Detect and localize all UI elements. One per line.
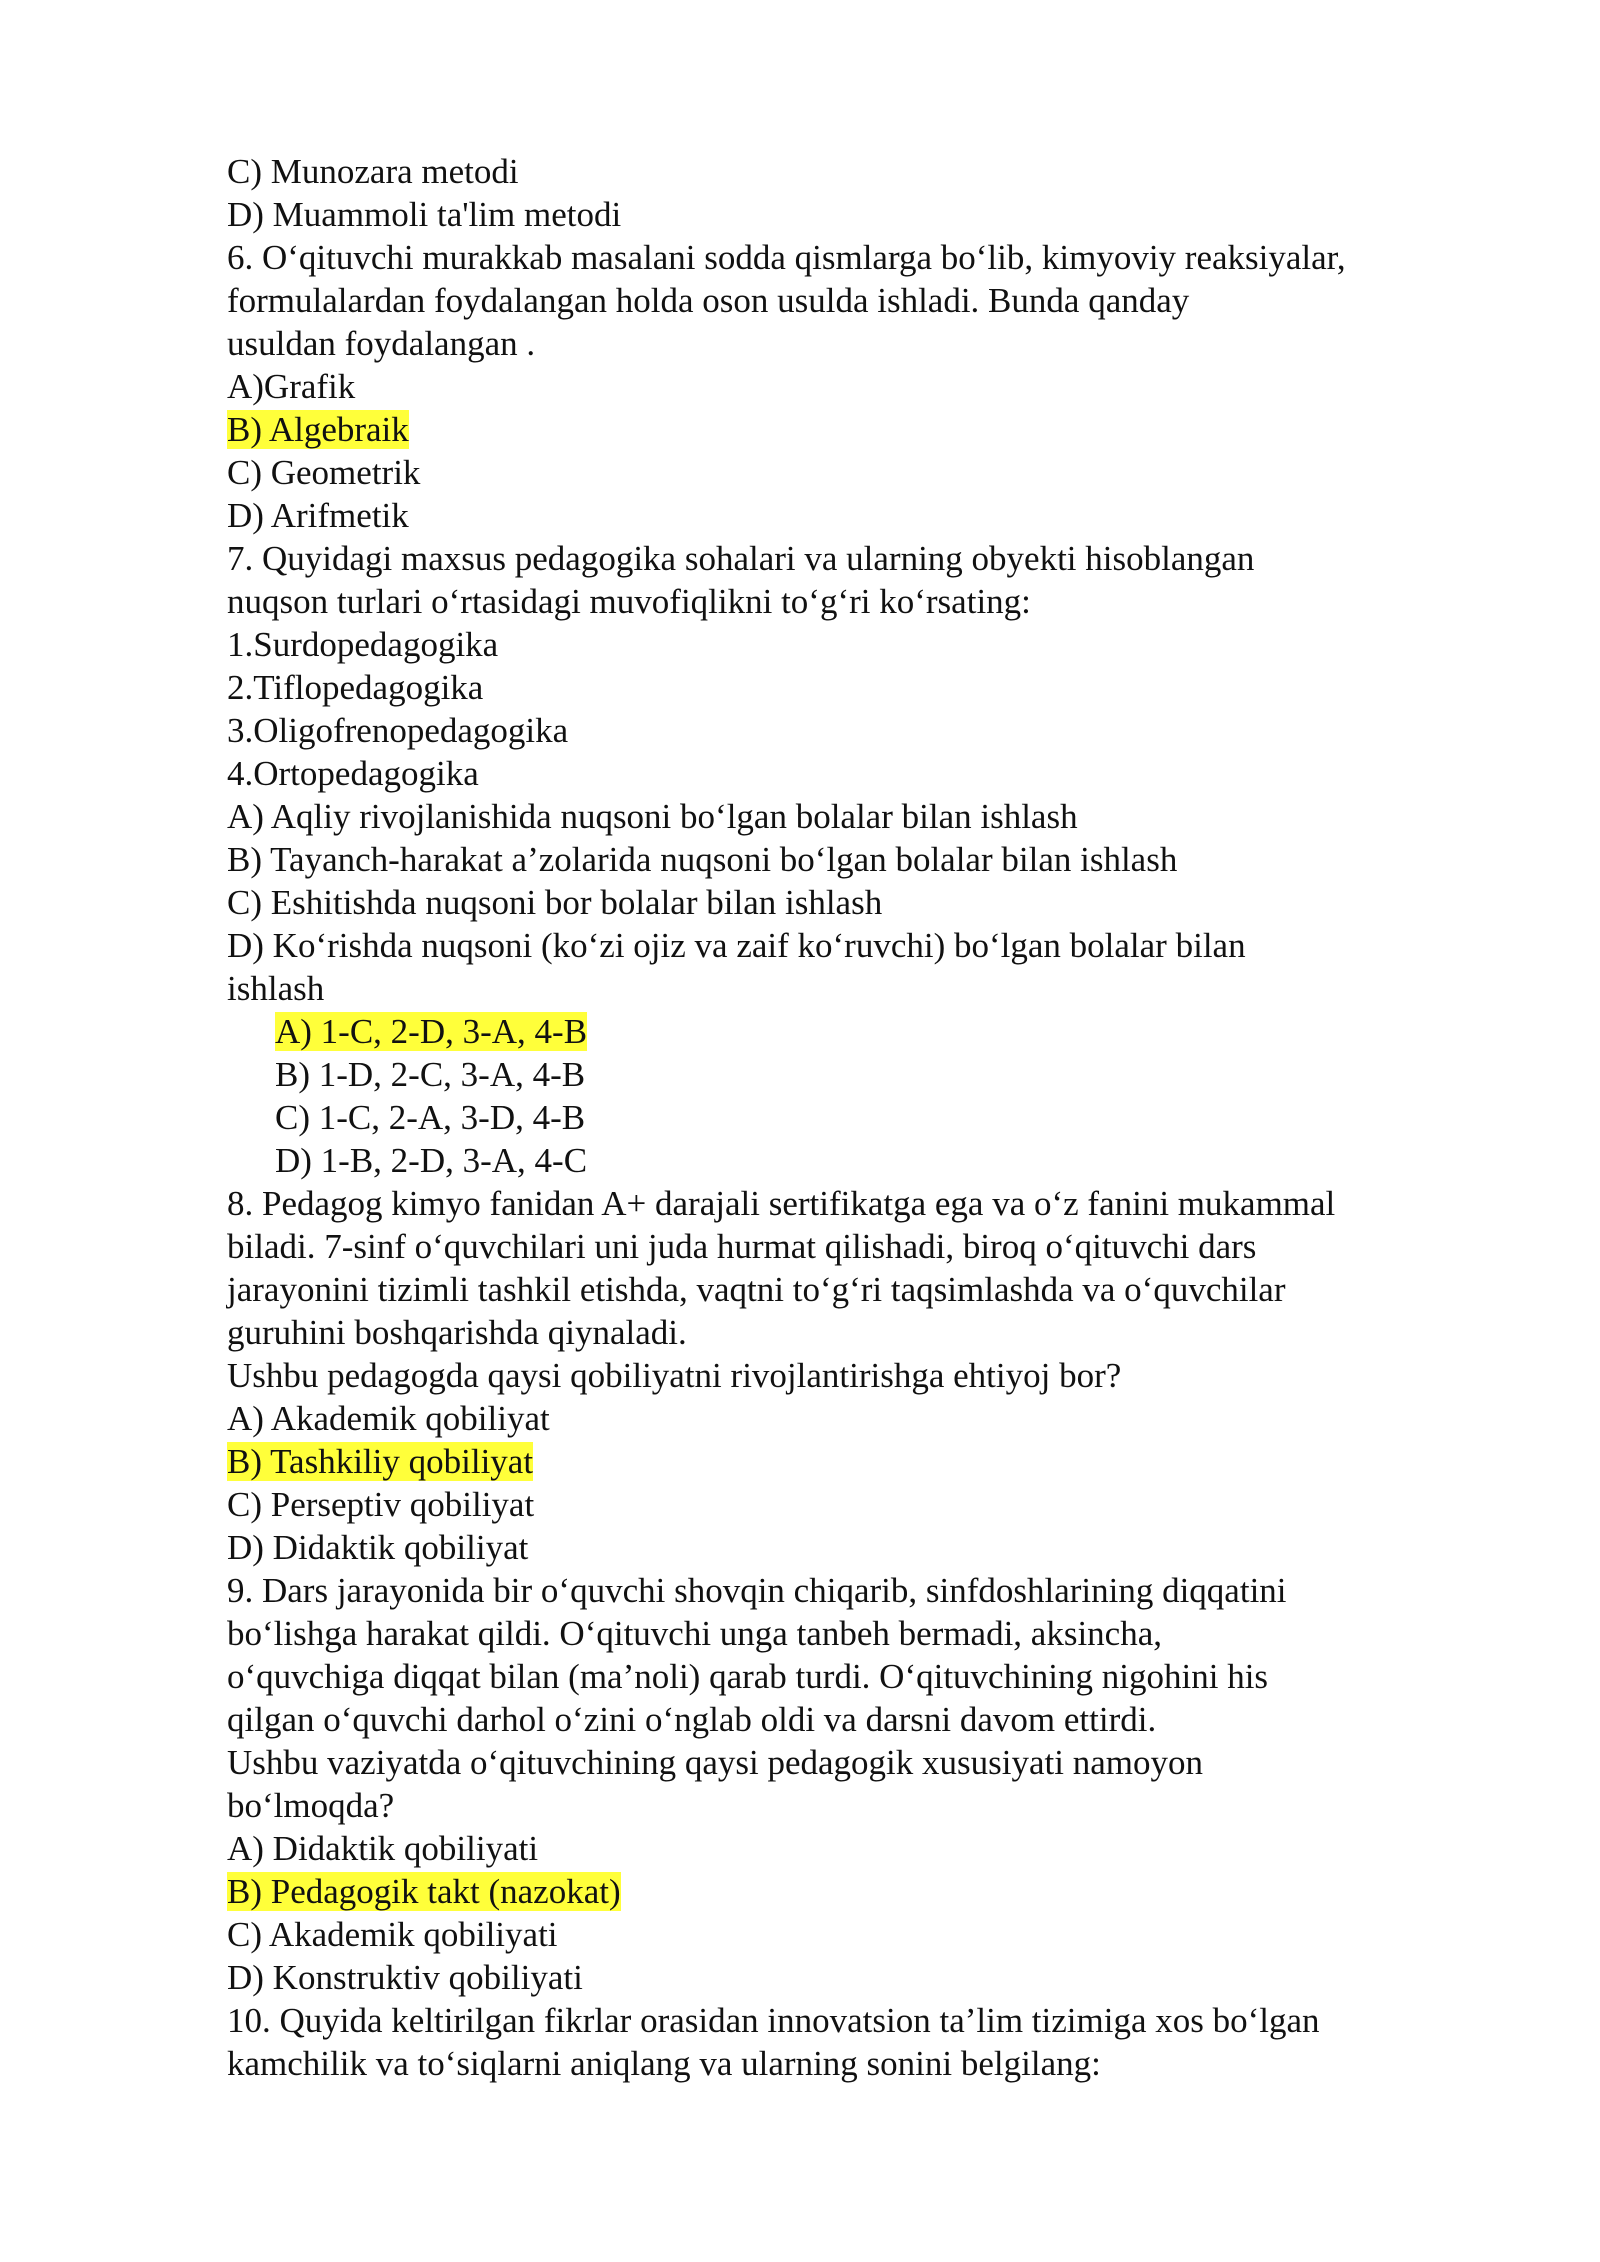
- line-text: kamchilik va to‘siqlarni aniqlang va ularning sonini belgilang:: [227, 2044, 1101, 2083]
- line-text: C) Geometrik: [227, 453, 421, 492]
- line-text: 1.Surdopedagogika: [227, 625, 499, 664]
- highlighted-answer: B) Tashkiliy qobiliyat: [227, 1442, 534, 1481]
- text-line: [227, 580, 1487, 623]
- text-line: [227, 494, 1487, 537]
- text-line: [227, 1999, 1487, 2042]
- text-line: [227, 1698, 1487, 1741]
- line-text: qilgan o‘quvchi darhol o‘zini o‘nglab oldi va darsni davom ettirdi.: [227, 1700, 1157, 1739]
- highlighted-answer: A) 1-C, 2-D, 3-A, 4-B: [275, 1012, 588, 1051]
- line-text: nuqson turlari o‘rtasidagi muvofiqlikni to‘g‘ri ko‘rsating:: [227, 582, 1031, 621]
- line-text: 6. O‘qituvchi murakkab masalani sodda qismlarga bo‘lib, kimyoviy reaksiyalar,: [227, 238, 1346, 277]
- line-text: B) Tayanch-harakat a’zolarida nuqsoni bo‘lgan bolalar bilan ishlash: [227, 840, 1178, 879]
- line-text: A)Grafik: [227, 367, 356, 406]
- text-line: [227, 666, 1487, 709]
- text-line: [227, 1526, 1487, 1569]
- line-text: ishlash: [227, 969, 325, 1008]
- text-line: [227, 365, 1487, 408]
- text-line: [227, 881, 1487, 924]
- highlighted-answer: B) Algebraik: [227, 410, 409, 449]
- text-line: [227, 1440, 1487, 1483]
- document-page: [227, 150, 1487, 2085]
- line-text: A) Didaktik qobiliyati: [227, 1829, 539, 1868]
- text-line: [227, 1397, 1487, 1440]
- line-text: bo‘lmoqda?: [227, 1786, 395, 1825]
- text-line: [227, 1784, 1487, 1827]
- line-text: D) 1-B, 2-D, 3-A, 4-C: [275, 1141, 588, 1180]
- line-text: C) 1-C, 2-A, 3-D, 4-B: [275, 1098, 586, 1137]
- text-line: [227, 322, 1487, 365]
- line-text: D) Muammoli ta'lim metodi: [227, 195, 622, 234]
- line-text: D) Konstruktiv qobiliyati: [227, 1958, 583, 1997]
- line-text: C) Eshitishda nuqsoni bor bolalar bilan ishlash: [227, 883, 883, 922]
- line-text: Ushbu pedagogda qaysi qobiliyatni rivojlantirishga ehtiyoj bor?: [227, 1356, 1122, 1395]
- line-text: D) Arifmetik: [227, 496, 409, 535]
- text-line: [227, 1612, 1487, 1655]
- text-line: [227, 924, 1487, 967]
- text-line: [227, 1913, 1487, 1956]
- text-line: [227, 279, 1487, 322]
- line-text: 9. Dars jarayonida bir o‘quvchi shovqin chiqarib, sinfdoshlarining diqqatini: [227, 1571, 1287, 1610]
- line-text: usuldan foydalangan .: [227, 324, 536, 363]
- text-line: [227, 1655, 1487, 1698]
- line-text: guruhini boshqarishda qiynaladi.: [227, 1313, 687, 1352]
- text-line: [227, 1311, 1487, 1354]
- line-text: 8. Pedagog kimyo fanidan A+ darajali sertifikatga ega va o‘z fanini mukammal: [227, 1184, 1336, 1223]
- line-text: Ushbu vaziyatda o‘qituvchining qaysi pedagogik xususiyati namoyon: [227, 1743, 1203, 1782]
- text-line: [227, 1182, 1487, 1225]
- line-text: A) Aqliy rivojlanishida nuqsoni bo‘lgan bolalar bilan ishlash: [227, 797, 1078, 836]
- text-line: [227, 709, 1487, 752]
- line-text: 3.Oligofrenopedagogika: [227, 711, 569, 750]
- line-text: 4.Ortopedagogika: [227, 754, 479, 793]
- text-line: [227, 1483, 1487, 1526]
- text-line: [227, 1225, 1487, 1268]
- line-text: 10. Quyida keltirilgan fikrlar orasidan innovatsion ta’lim tizimiga xos bo‘lgan: [227, 2001, 1320, 2040]
- text-line: [227, 1096, 1487, 1139]
- text-line: [227, 1870, 1487, 1913]
- line-text: A) Akademik qobiliyat: [227, 1399, 550, 1438]
- line-text: C) Akademik qobiliyati: [227, 1915, 558, 1954]
- text-line: [227, 1010, 1487, 1053]
- line-text: jarayonini tizimli tashkil etishda, vaqtni to‘g‘ri taqsimlashda va o‘quvchilar: [227, 1270, 1286, 1309]
- highlighted-answer: B) Pedagogik takt (nazokat): [227, 1872, 621, 1911]
- text-line: [227, 1741, 1487, 1784]
- text-line: [227, 795, 1487, 838]
- line-text: C) Munozara metodi: [227, 152, 519, 191]
- line-text: formulalardan foydalangan holda oson usulda ishladi. Bunda qanday: [227, 281, 1190, 320]
- line-text: D) Didaktik qobiliyat: [227, 1528, 529, 1567]
- text-line: [227, 752, 1487, 795]
- text-line: [227, 623, 1487, 666]
- text-line: [227, 408, 1487, 451]
- line-text: biladi. 7-sinf o‘quvchilari uni juda hurmat qilishadi, biroq o‘qituvchi dars: [227, 1227, 1257, 1266]
- text-line: [227, 1139, 1487, 1182]
- text-line: [227, 838, 1487, 881]
- text-line: [227, 537, 1487, 580]
- line-text: D) Ko‘rishda nuqsoni (ko‘zi ojiz va zaif ko‘ruvchi) bo‘lgan bolalar bilan: [227, 926, 1246, 965]
- text-line: [227, 1827, 1487, 1870]
- text-line: [227, 193, 1487, 236]
- text-line: [227, 451, 1487, 494]
- text-line: [227, 236, 1487, 279]
- line-text: bo‘lishga harakat qildi. O‘qituvchi unga tanbeh bermadi, aksincha,: [227, 1614, 1163, 1653]
- line-text: 2.Tiflopedagogika: [227, 668, 484, 707]
- line-text: C) Perseptiv qobiliyat: [227, 1485, 535, 1524]
- line-text: 7. Quyidagi maxsus pedagogika sohalari va ularning obyekti hisoblangan: [227, 539, 1255, 578]
- text-line: [227, 150, 1487, 193]
- text-line: [227, 2042, 1487, 2085]
- text-line: [227, 1956, 1487, 1999]
- text-line: [227, 1268, 1487, 1311]
- text-line: [227, 967, 1487, 1010]
- text-line: [227, 1354, 1487, 1397]
- line-text: o‘quvchiga diqqat bilan (ma’noli) qarab turdi. O‘qituvchining nigohini his: [227, 1657, 1269, 1696]
- text-line: [227, 1569, 1487, 1612]
- line-text: B) 1-D, 2-C, 3-A, 4-B: [275, 1055, 586, 1094]
- text-line: [227, 1053, 1487, 1096]
